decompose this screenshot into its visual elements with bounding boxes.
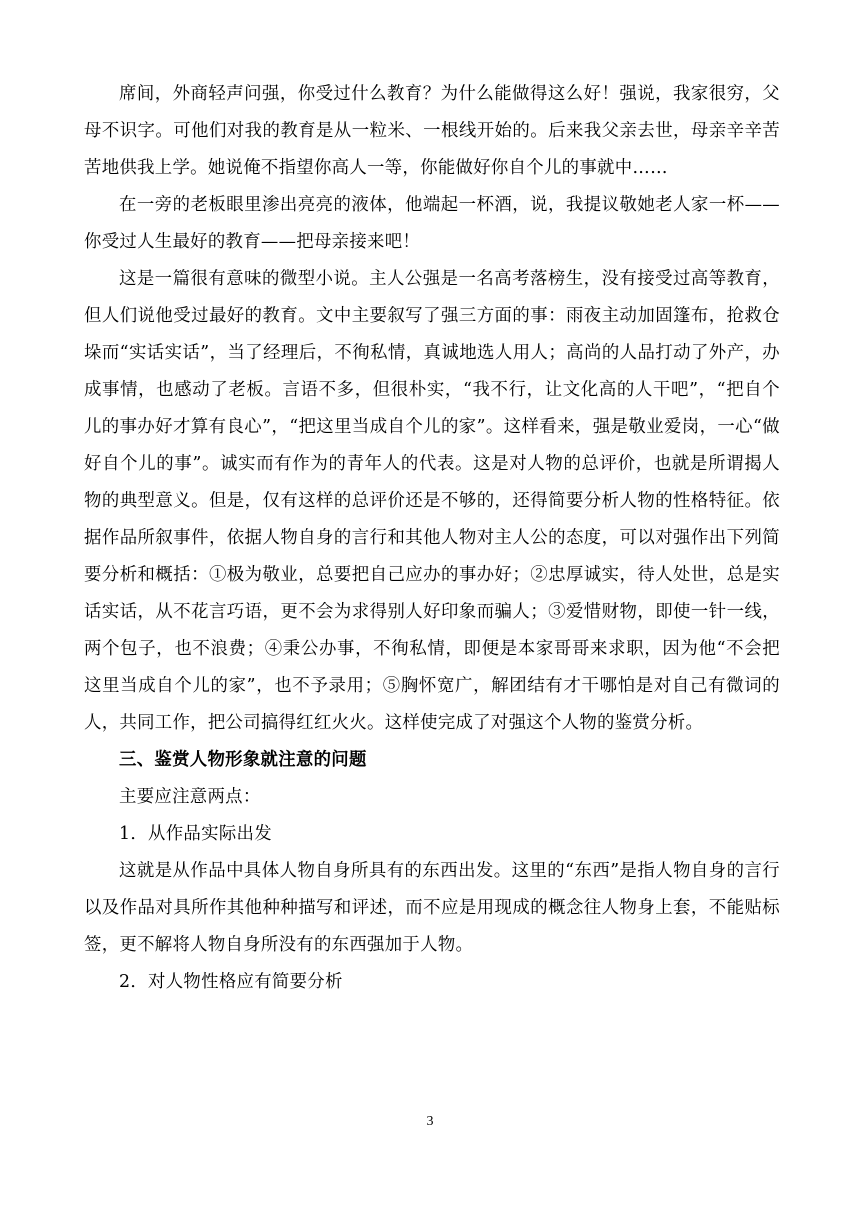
paragraph-analysis: 这是一篇很有意味的微型小说。主人公强是一名高考落榜生，没有接受过高等教育，但人们说他受过最好的教育。文中主要叙写了强三方面的事：雨夜主动加固篷布，抢救仓垛而“实话实话”，当了经理后，不徇私情，真诚地选人用人；高尚的人品打动了外产，办成事情，也感动了老板。言语不多，但很朴实，“我不行，让文化高的人干吧”，“把自个儿的事办好才算有良心”，“把这里当成自个儿的家”。这样看来，强是敬业爱岗，一心“做好自个儿的事”。诚实而有作为的青年人的代表。这是对人物的总评价，也就是所谓揭人物的典型意义。但是，仅有这样的总评价还是不够的，还得简要分析人物的性格特征。依据作品所叙事件，依据人物自身的言行和其他人物对主人公的态度，可以对强作出下列简要分析和概括：①极为敬业，总要把自己应办的事办好；②忠厚诚实，待人处世，总是实话实话，从不花言巧语，更不会为求得别人好印象而骗人；③爱惜财物，即使一针一线，两个包子，也不浪费；④秉公办事，不徇私情，即便是本家哥哥来求职，因为他“不会把这里当成自个儿的家”，也不予录用；⑤胸怀宽广，解团结有才干哪怕是对自己有微词的人，共同工作，把公司搞得红红火火。这样使完成了对强这个人物的鉴赏分析。 <box>84 269 780 733</box>
section-heading: 三、鉴赏人物形象就注意的问题 <box>119 750 367 770</box>
point-1-text: 这就是从作品中具体人物自身所具有的东西出发。这里的“东西”是指人物自身的言行以及作品对具所作其他种种描写和评述，而不应是用现成的概念往人物身上套，不能贴标签，更不解将人物自身所没有的东西强加于人物。 <box>84 861 780 955</box>
intro-line: 主要应注意两点： <box>119 787 261 807</box>
point-2-title: 2．对人物性格应有简要分析 <box>119 972 343 992</box>
paragraph-boss-toast: 在一旁的老板眼里渗出亮亮的液体，他端起一杯酒，说，我提议敬她老人家一杯——你受过人生最好的教育——把母亲接来吧！ <box>84 195 780 252</box>
point-1-title: 1．从作品实际出发 <box>119 824 272 844</box>
paragraph-banquet-dialogue: 席间，外商轻声问强，你受过什么教育？为什么能做得这么好！强说，我家很穷，父母不识字。可他们对我的教育是从一粒米、一根线开始的。后来我父亲去世，母亲辛辛苦苦地供我上学。她说俺不指望你高人一等，你能做好你自个儿的事就中…… <box>84 84 780 178</box>
page-body <box>84 76 780 1001</box>
page-number: 3 <box>426 1114 434 1129</box>
